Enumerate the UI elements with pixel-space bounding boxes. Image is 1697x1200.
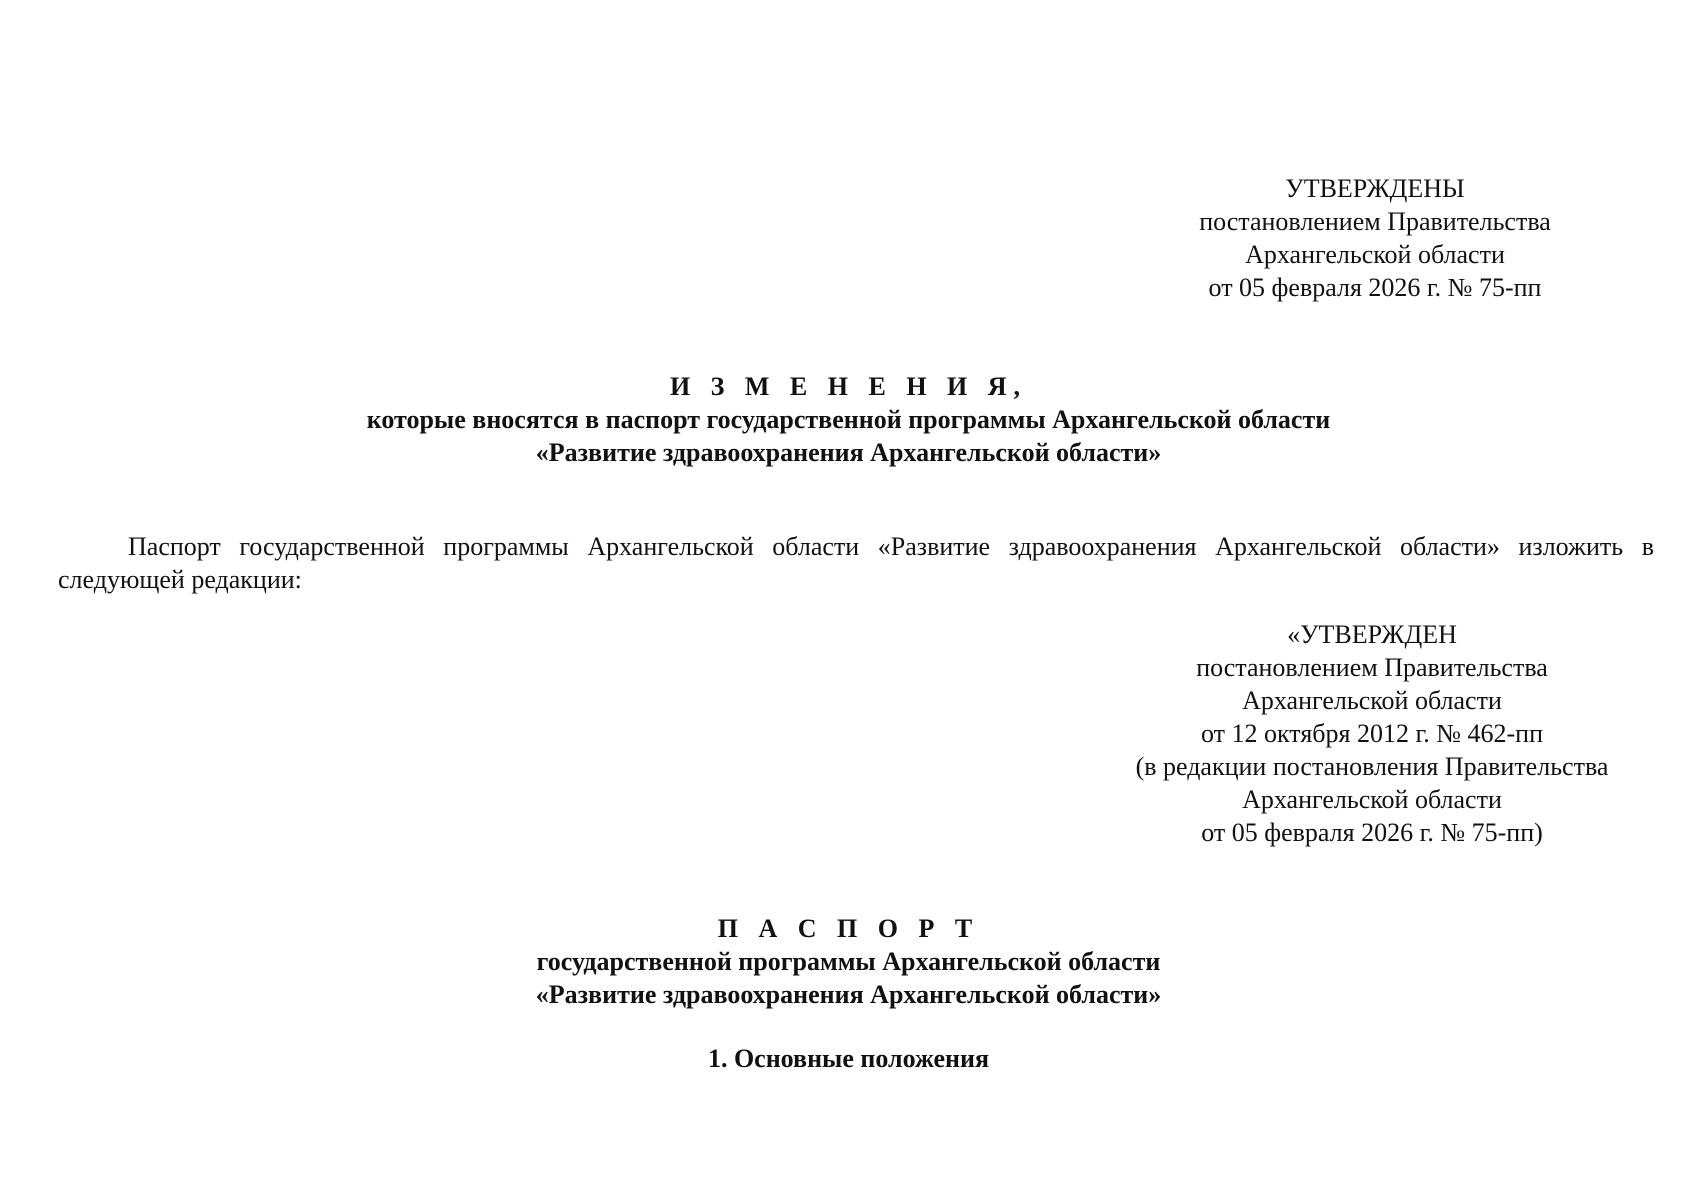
changes-title: И З М Е Н Е Н И Я,	[669, 372, 1028, 401]
approval-line: (в редакции постановления Правительства	[1135, 752, 1609, 781]
approval-line: Архангельской области	[1242, 686, 1502, 715]
approval-line: Архангельской области	[1242, 785, 1502, 814]
approval-title: УТВЕРЖДЕНЫ	[1285, 174, 1465, 203]
approval-date-line: от 12 октября 2012 г. № 462-пп	[1201, 719, 1543, 748]
changes-heading	[0, 370, 1697, 469]
passport-subtitle-line: государственной программы Архангельской области	[536, 947, 1161, 976]
changes-subtitle-line: «Развитие здравоохранения Архангельской области»	[535, 438, 1162, 467]
approval-line: постановлением Правительства	[1196, 653, 1548, 682]
intro-text: Паспорт государственной программы Архангельской области «Развитие здравоохранения Архангельской области» изложить в следующей редакции:	[58, 532, 1654, 594]
changes-subtitle-line: которые вносятся в паспорт государственной программы Архангельской области	[366, 405, 1331, 434]
approval-line: постановлением Правительства	[1199, 207, 1551, 236]
section-title: 1. Основные положения	[707, 1044, 990, 1073]
approval-date-line: от 05 февраля 2026 г. № 75-пп	[1208, 273, 1542, 302]
section-heading	[0, 1042, 1697, 1075]
approval-date-line: от 05 февраля 2026 г. № 75-пп)	[1201, 818, 1543, 847]
approval-line: Архангельской области	[1245, 240, 1505, 269]
intro-paragraph	[58, 530, 1654, 596]
approval-stamp-top	[1190, 172, 1560, 304]
approval-title: «УТВЕРЖДЕН	[1287, 620, 1457, 649]
passport-subtitle-line: «Развитие здравоохранения Архангельской области»	[535, 980, 1162, 1009]
approval-stamp-passport	[1082, 618, 1662, 849]
passport-heading	[0, 912, 1697, 1011]
passport-title: П А С П О Р Т	[717, 914, 980, 943]
